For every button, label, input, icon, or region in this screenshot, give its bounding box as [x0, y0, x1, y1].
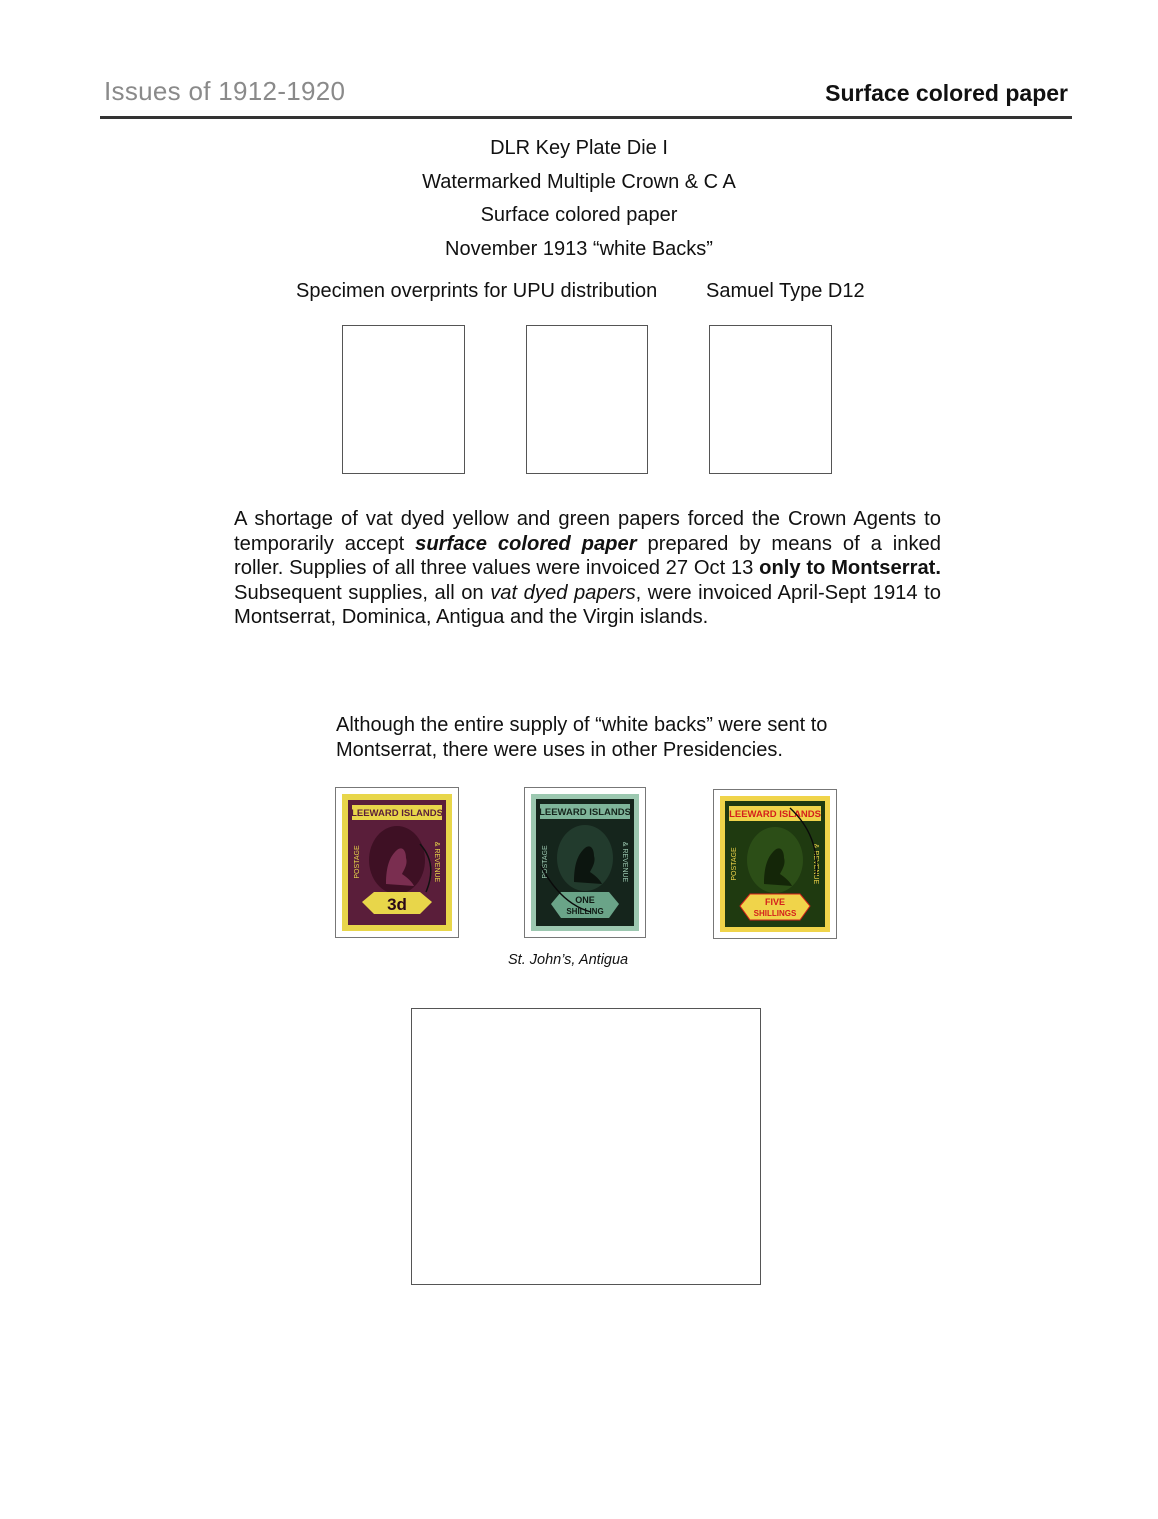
stamp-mount [335, 787, 459, 938]
stamp-value-line: SHILLINGS [753, 909, 797, 918]
specimen-placeholder-box [342, 325, 465, 474]
paragraph-emphasis: surface colored paper [415, 532, 637, 555]
stamp-value-line: ONE [575, 895, 595, 905]
stamp-five-shillings [720, 796, 830, 932]
stamp-3d [342, 794, 452, 931]
stamp-one-shilling [531, 794, 639, 931]
paragraph-italic: vat dyed papers [490, 581, 636, 604]
stamp-left-text: POSTAGE [354, 845, 361, 879]
stamp-value-line: SHILLING [566, 907, 604, 916]
intro-block [0, 132, 1158, 266]
stamp-right-text: & REVENUE [812, 843, 819, 885]
stamp-caption: St. John’s, Antigua [508, 952, 629, 968]
stamp-value-line: FIVE [764, 897, 786, 907]
paragraph-text: prepared by means of a inked roller. Supplies of all three values were invoiced 27 Oct 13 [234, 532, 941, 579]
specimen-placeholder-box [709, 325, 832, 474]
stamp-mount [713, 789, 837, 939]
stamp-mount [524, 787, 646, 938]
paragraph-text: A shortage of vat dyed yellow and green papers forced the Crown Agents to temporarily accept [234, 508, 941, 555]
page-topic-title: Surface colored paper [825, 80, 1068, 106]
history-paragraph [234, 507, 941, 630]
samuel-type-label: Samuel Type D12 [706, 280, 865, 302]
intro-line: November 1913 “white Backs” [445, 237, 713, 260]
page-section-title: Issues of 1912-1920 [104, 76, 346, 106]
stamp-value-text: 3d [387, 895, 407, 914]
header-divider [100, 116, 1072, 119]
cover-placeholder-box [411, 1008, 761, 1285]
stamp-right-text: & REVENUE [621, 841, 628, 883]
specimen-label: Specimen overprints for UPU distribution [296, 280, 658, 302]
stamp-country-text: LEEWARD ISLANDS [539, 807, 631, 818]
intro-line: DLR Key Plate Die I [490, 137, 668, 159]
paragraph-bold: only to Montserrat. [759, 557, 941, 579]
intro-line: Watermarked Multiple Crown & C A [422, 170, 736, 193]
stamp-left-text: POSTAGE [542, 845, 549, 879]
paragraph-text: Subsequent supplies, all on [234, 581, 491, 604]
stamp-country-text: LEEWARD ISLANDS [351, 808, 443, 819]
specimen-placeholder-box [526, 325, 648, 474]
stamp-left-text: POSTAGE [731, 847, 738, 881]
usage-note: Although the entire supply of “white backs” were sent to Montserrat, there were uses in other Presidencies. [336, 714, 828, 761]
intro-line: Surface colored paper [480, 204, 678, 226]
stamp-right-text: & REVENUE [433, 841, 440, 883]
stamp-country-text: LEEWARD ISLANDS [729, 809, 821, 820]
paragraph-text: , were invoiced April-Sept 1914 to Montserrat, Dominica, Antigua and the Virgin islands. [234, 581, 941, 628]
